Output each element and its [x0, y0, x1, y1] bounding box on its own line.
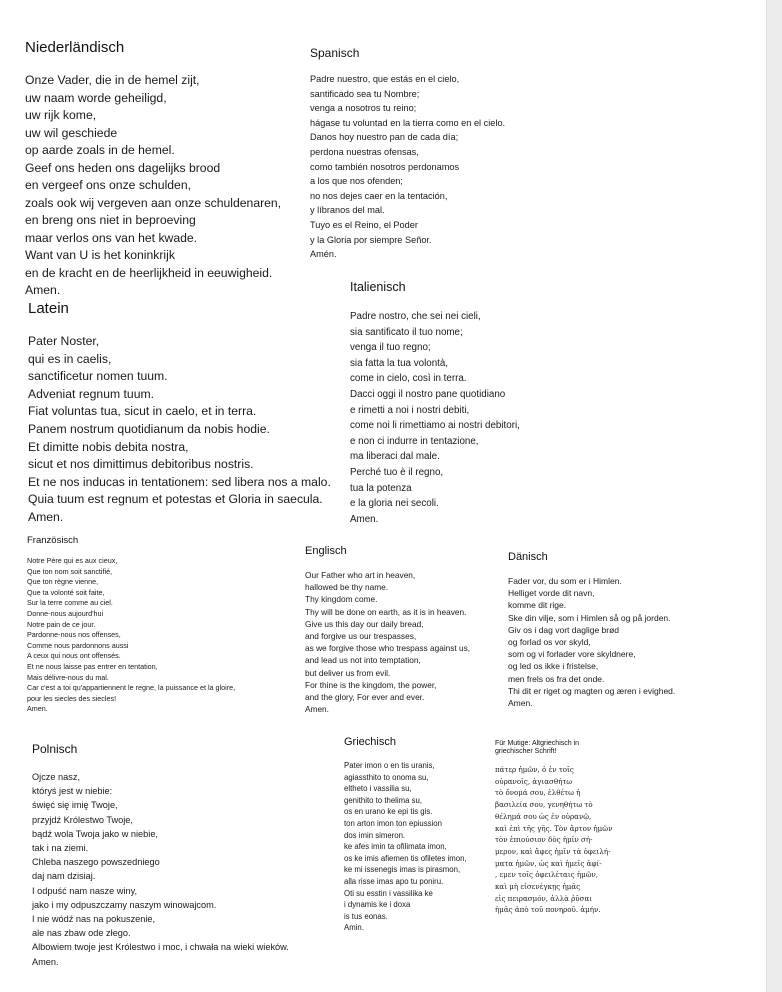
- text-line: Notre Père qui es aux cieux,: [27, 556, 118, 565]
- text-line: y la Gloria por siempre Señor.: [310, 234, 432, 245]
- text-line: ἡμᾶς ἀπὸ τοῦ πονηροῦ. ἀμήν.: [495, 905, 601, 915]
- section-title-french: Französisch: [27, 535, 79, 546]
- text-line: tua la potenza: [350, 482, 412, 494]
- text-line: Comme nous pardonnons aussi: [27, 640, 129, 650]
- text-line: Thy kingdom come.: [305, 594, 378, 605]
- text-line: Give us this day our daily bread,: [305, 618, 424, 629]
- text-line: op aarde zoals in de hemel.: [25, 143, 175, 157]
- text-line: Padre nuestro, que estás en el cielo,: [310, 74, 460, 84]
- section-dutch: [25, 39, 281, 300]
- text-line: Que ta volonté soit faite,: [27, 587, 105, 597]
- section-greek: [344, 736, 467, 934]
- text-line: Padre nostro, che sei nei cieli,: [350, 311, 481, 322]
- section-ancient-greek: [495, 740, 615, 916]
- text-line: Pardonne-nous nos offenses,: [27, 630, 121, 640]
- text-line: Et dimitte nobis debita nostra,: [28, 439, 189, 454]
- text-line: Ske din vilje, som i Himlen så og på jorden.: [508, 612, 671, 623]
- section-french: [27, 535, 235, 715]
- text-line: Oti su esstin i vassilika ke: [344, 888, 433, 898]
- text-line: komme dit rige.: [508, 600, 567, 611]
- text-line: Fader vor, du som er i Himlen.: [508, 576, 622, 586]
- text-line: μερον, καὶ ἄφες ἡμῖν τὰ ὀφειλή-: [495, 846, 611, 856]
- text-line: a los que nos ofenden;: [310, 176, 403, 187]
- text-line: uw naam worde geheiligd,: [25, 90, 167, 105]
- text-line: but deliver us from evil.: [305, 667, 391, 678]
- text-line: e la gloria nei secoli.: [350, 498, 439, 510]
- text-line: θέλημά σου ὡς ἐν οὐρανῷ,: [495, 811, 592, 821]
- prayer-text-latin: [28, 333, 331, 527]
- text-line: Amin.: [344, 923, 364, 933]
- text-line: agiassthito to onoma su,: [344, 772, 429, 782]
- text-line: santificado sea tu Nombre;: [310, 88, 420, 99]
- prayer-text-danish: [508, 575, 675, 709]
- text-line: venga il tuo regno;: [350, 342, 431, 354]
- section-italian: [350, 280, 520, 527]
- text-line: sia santificato il tuo nome;: [350, 326, 463, 338]
- text-line: πάτερ ἡμῶν, ὁ ἐν τοῖς: [495, 765, 574, 774]
- text-line: Dacci oggi il nostro pane quotidiano: [350, 388, 506, 400]
- text-line: venga a nosotros tu reino;: [310, 103, 417, 114]
- text-line: os ke imis afiemen tis ofiletes imon,: [344, 853, 467, 863]
- text-line: jako i my odpuszczamy naszym winowajcom.: [32, 899, 217, 910]
- text-line: zoals ook wij vergeven aan onze schuldenaren,: [25, 195, 282, 210]
- vertical-scrollbar[interactable]: [766, 0, 782, 992]
- prayer-text-italian: [350, 309, 520, 527]
- text-line: uw rijk kome,: [25, 108, 97, 122]
- text-line: genithito to thelima su,: [344, 795, 423, 805]
- text-line: καὶ μὴ εἰσενέγκῃς ἡμᾶς: [495, 882, 581, 892]
- text-line: come in cielo, così in terra.: [350, 373, 467, 385]
- text-line: Thy will be done on earth, as it is in heaven.: [305, 606, 467, 617]
- text-line: Car c'est a toi qu'appartiennent le regne, la puissance et la gloire,: [27, 683, 236, 693]
- text-line: is tus eonas.: [344, 911, 388, 921]
- prayer-text-ancient-greek: [495, 764, 615, 916]
- text-line: Donne-nous aujourd'hui: [27, 608, 104, 618]
- text-line: pour les siecles des siecles!: [27, 693, 117, 703]
- text-line: maar verlos ons van het kwade.: [25, 230, 198, 245]
- text-line: en breng ons niet in beproeving: [25, 213, 196, 227]
- section-title-english: Englisch: [305, 545, 347, 557]
- text-line: en vergeef ons onze schulden,: [25, 178, 192, 192]
- section-title-spanish: Spanisch: [310, 46, 360, 60]
- text-line: Pater imon o en tis uranis,: [344, 761, 435, 770]
- text-line: Tuyo es el Reino, el Poder: [310, 219, 418, 230]
- text-line: Amen.: [25, 283, 61, 297]
- text-line: som og vi forlader vore skyldnere,: [508, 649, 636, 660]
- prayer-text-english: [305, 569, 470, 715]
- prayer-text-french: [27, 556, 235, 715]
- text-line: , εμεν τοῖς ὀφειλέταις ἡμῶν,: [495, 870, 599, 880]
- text-line: Chleba naszego powszedniego: [32, 857, 160, 868]
- text-line: Our Father who art in heaven,: [305, 570, 416, 580]
- text-line: Albowiem twoje jest Królestwo i moc, i chwała na wieki wieków.: [32, 942, 289, 953]
- text-line: tak i na ziemi.: [32, 843, 89, 854]
- text-line: Amen.: [27, 704, 48, 714]
- text-line: e non ci indurre in tentazione,: [350, 435, 479, 447]
- text-line: Quia tuum est regnum et potestas et Gloria in saecula.: [28, 492, 323, 507]
- text-line: Et ne nous laisse pas entrer en tentation,: [27, 661, 158, 671]
- text-line: and forgive us our trespasses,: [305, 631, 417, 642]
- text-line: come noi li rimettiamo ai nostri debitori,: [350, 420, 520, 432]
- text-line: przyjdź Królestwo Twoje,: [32, 814, 133, 825]
- text-line: alla risse imas apo tu poniru.: [344, 876, 444, 886]
- text-line: no nos dejes caer en la tentación,: [310, 190, 448, 201]
- text-line: y líbranos del mal.: [310, 205, 385, 216]
- text-line: men frels os fra det onde.: [508, 673, 605, 684]
- text-line: któryś jest w niebie:: [32, 786, 113, 797]
- text-line: hágase tu voluntad en la tierra como en el cielo.: [310, 117, 506, 128]
- text-line: βασιλεία σου, γενηθήτω τὸ: [495, 800, 593, 810]
- text-line: Amen.: [28, 509, 64, 524]
- section-title-greek: Griechisch: [344, 736, 396, 748]
- text-line: Geef ons heden ons dagelijks brood: [25, 160, 221, 175]
- text-line: A ceux qui nous ont offensés.: [27, 651, 121, 661]
- text-line: os en urano ke epi tis gis.: [344, 807, 433, 817]
- text-line: ale nas zbaw ode złego.: [32, 928, 131, 939]
- prayer-text-spanish: [310, 72, 505, 262]
- text-line: Giv os i dag vort daglige brød: [508, 624, 620, 635]
- section-title-latin: Latein: [28, 300, 69, 317]
- text-line: as we forgive those who trespass against us,: [305, 643, 471, 654]
- text-line: καὶ ἐπὶ τῆς γῆς. Τὸν ἄρτον ἡμῶν: [495, 823, 613, 833]
- section-latin: [28, 300, 331, 527]
- text-line: Que ton nom soit sanctifié,: [27, 566, 113, 576]
- text-line: Mais délivre-nous du mal.: [27, 672, 109, 682]
- text-line: Amen.: [32, 956, 59, 967]
- text-line: Notre pain de ce jour.: [27, 619, 96, 629]
- text-line: ton arton imon ton epiussion: [344, 818, 442, 828]
- section-spanish: [310, 46, 505, 262]
- text-line: daj nam dzisiaj.: [32, 871, 96, 882]
- section-title-ancient-greek: Für Mutige: Altgriechisch in griechischer Schrift!: [495, 740, 580, 755]
- text-line: οὐρανοῖς, ἁγιασθήτω: [495, 776, 573, 786]
- text-line: Onze Vader, die in de hemel zijt,: [25, 73, 200, 87]
- text-line: hallowed be thy name.: [305, 582, 389, 593]
- section-danish: [508, 551, 675, 709]
- text-line: eltheto i vassilia su,: [344, 784, 412, 794]
- text-line: I odpuść nam nasze winy,: [32, 885, 138, 896]
- text-line: sicut et nos dimittimus debitoribus nostris.: [28, 457, 254, 472]
- text-line: Ojcze nasz,: [32, 772, 80, 782]
- text-line: e rimetti a noi i nostri debiti,: [350, 404, 470, 416]
- text-line: Que ton règne vienne,: [27, 577, 99, 587]
- text-line: Fiat voluntas tua, sicut in caelo, et in terra.: [28, 404, 257, 419]
- text-line: en de kracht en de heerlijkheid in eeuwigheid.: [25, 265, 273, 280]
- section-title-dutch: Niederländisch: [25, 39, 125, 56]
- text-line: Amen.: [350, 513, 379, 525]
- section-title-italian: Italienisch: [350, 280, 406, 294]
- text-line: Sur la terre comme au ciel.: [27, 598, 113, 608]
- section-title-danish: Dänisch: [508, 551, 548, 563]
- text-line: sia fatta la tua volontà,: [350, 357, 449, 369]
- text-line: dos imin simeron.: [344, 830, 406, 840]
- text-line: Pater Noster,: [28, 334, 100, 348]
- text-line: como también nosotros perdonamos: [310, 161, 460, 172]
- text-line: Et ne nos inducas in tentationem: sed libera nos a malo.: [28, 474, 331, 489]
- text-line: bądź wola Twoja jako w niebie,: [32, 828, 158, 839]
- text-line: Perché tuo è il regno,: [350, 466, 444, 478]
- text-line: ke mi issenegis imas is pirasmon,: [344, 865, 461, 875]
- text-line: Adveniat regnum tuum.: [28, 386, 155, 401]
- text-line: Amén.: [310, 249, 337, 260]
- text-line: qui es in caelis,: [28, 351, 112, 366]
- text-line: Panem nostrum quotidianum da nobis hodie.: [28, 421, 270, 436]
- text-line: τὸν ἐπιούσιον δὸς ἡμῖν σή-: [495, 835, 593, 845]
- text-line: og led os ikke i fristelse,: [508, 661, 599, 672]
- text-line: ke afes imin ta ofilimata imon,: [344, 842, 447, 852]
- text-line: Thi dit er riget og magten og æren i evighed.: [508, 685, 676, 696]
- text-line: and lead us not into temptation,: [305, 655, 421, 666]
- section-title-polish: Polnisch: [32, 742, 78, 756]
- text-line: ματα ἡμῶν, ὡς καὶ ἡμεῖς ἀφί-: [495, 858, 602, 868]
- text-line: uw wil geschiede: [25, 125, 118, 140]
- text-line: Amen.: [508, 698, 533, 709]
- text-line: sanctificetur nomen tuum.: [28, 369, 168, 384]
- text-line: For thine is the kingdom, the power,: [305, 679, 437, 690]
- text-line: Helliget vorde dit navn,: [508, 588, 595, 599]
- prayer-text-dutch: [25, 72, 281, 300]
- text-line: święć się imię Twoje,: [32, 800, 118, 811]
- prayer-text-polish: [32, 770, 289, 969]
- text-line: Danos hoy nuestro pan de cada día;: [310, 132, 459, 143]
- text-line: τὸ ὄνομά σου, ἐλθέτω ἡ: [495, 788, 581, 798]
- text-line: and the glory, For ever and ever.: [305, 692, 425, 703]
- text-line: Amen.: [305, 704, 329, 715]
- prayer-text-greek: [344, 760, 467, 934]
- section-english: [305, 545, 470, 715]
- text-line: I nie wódź nas na pokuszenie,: [32, 914, 156, 925]
- text-line: og forlad os vor skyld,: [508, 637, 591, 648]
- text-line: ma liberaci dal male.: [350, 451, 440, 463]
- text-line: εἰς πειρασμόν, ἀλλὰ ῥῦσαι: [495, 893, 593, 903]
- text-line: i dynamis ke i doxa: [344, 900, 411, 910]
- text-line: Want van U is het koninkrijk: [25, 248, 175, 262]
- section-polish: [32, 742, 289, 969]
- text-line: perdona nuestras ofensas,: [310, 146, 419, 157]
